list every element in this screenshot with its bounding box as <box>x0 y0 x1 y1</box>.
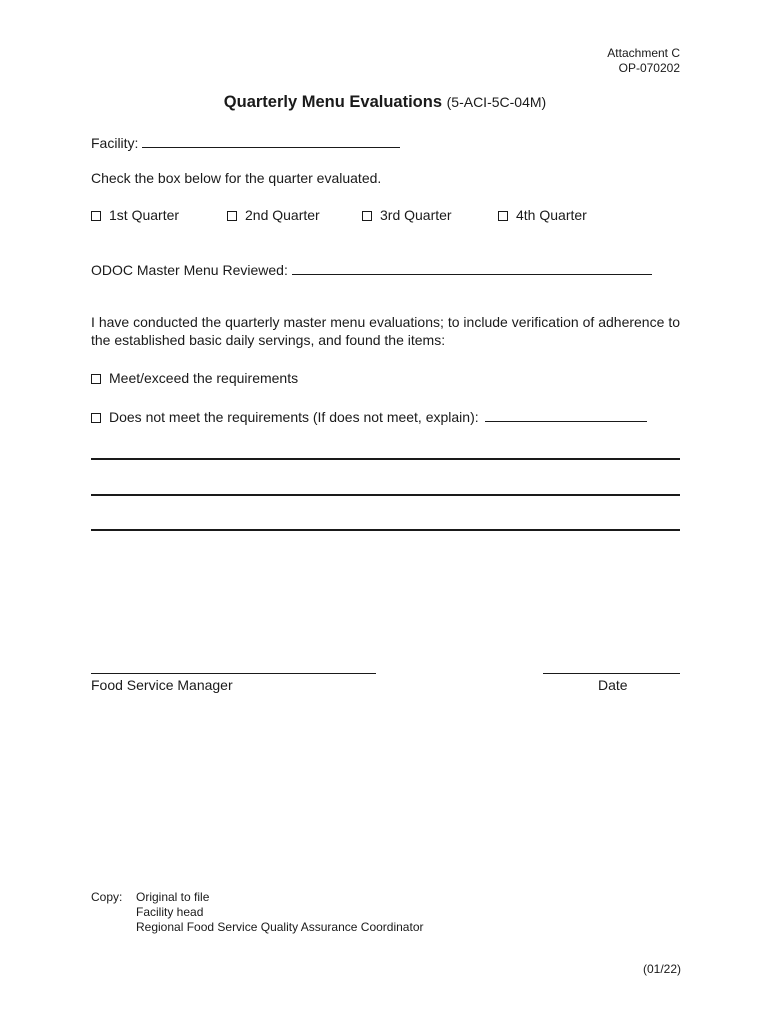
manager-signature-line[interactable] <box>91 673 376 674</box>
statement-paragraph: I have conducted the quarterly master menu evaluations; to include verification of adherence to the established basic daily servings, and found the items: <box>91 314 680 348</box>
facility-row <box>91 133 400 152</box>
explanation-line-2[interactable] <box>91 494 680 496</box>
date-label: Date <box>598 677 628 693</box>
option-label: Meet/exceed the requirements <box>109 370 299 386</box>
checkbox-icon[interactable] <box>91 413 101 423</box>
title-main: Quarterly Menu Evaluations <box>223 93 443 111</box>
explanation-line-1[interactable] <box>91 458 680 460</box>
facility-field[interactable] <box>142 133 400 148</box>
document-code: OP-070202 <box>618 61 680 75</box>
quarter-option-2[interactable] <box>227 206 320 224</box>
quarter-label: 1st Quarter <box>109 207 180 223</box>
instructions-text: Check the box below for the quarter evaluated. <box>91 170 382 186</box>
copy-recipient: Regional Food Service Quality Assurance Coordinator <box>136 920 424 934</box>
revision-date: (01/22) <box>642 962 681 976</box>
checkbox-icon[interactable] <box>91 374 101 384</box>
quarter-label: 4th Quarter <box>516 207 587 223</box>
attachment-header <box>607 46 680 76</box>
master-menu-row <box>91 260 652 279</box>
facility-label: Facility: <box>91 135 139 151</box>
title-code: (5-ACI-5C-04M) <box>446 94 547 110</box>
date-signature-line[interactable] <box>543 673 680 674</box>
checkbox-icon[interactable] <box>91 211 101 221</box>
quarter-option-4[interactable] <box>498 206 587 224</box>
not-meet-requirements-option[interactable] <box>91 407 647 426</box>
checkbox-icon[interactable] <box>498 211 508 221</box>
copy-recipient-list <box>136 890 423 935</box>
attachment-label: Attachment C <box>607 46 680 60</box>
checkbox-icon[interactable] <box>227 211 237 221</box>
quarter-option-3[interactable] <box>362 206 452 224</box>
explanation-line-3[interactable] <box>91 529 680 531</box>
master-menu-field[interactable] <box>292 260 652 275</box>
copy-recipient: Facility head <box>136 905 204 919</box>
checkbox-icon[interactable] <box>362 211 372 221</box>
option-label: Does not meet the requirements (If does not meet, explain): <box>109 409 479 425</box>
page-title <box>0 93 770 112</box>
quarter-label: 2nd Quarter <box>245 207 320 223</box>
master-menu-label: ODOC Master Menu Reviewed: <box>91 262 288 278</box>
quarter-label: 3rd Quarter <box>380 207 452 223</box>
copy-recipient: Original to file <box>136 890 210 904</box>
explanation-field-inline[interactable] <box>485 407 647 422</box>
meet-requirements-option[interactable] <box>91 369 298 387</box>
quarter-option-1[interactable] <box>91 206 179 224</box>
copy-label: Copy: <box>91 890 123 904</box>
manager-signature-label: Food Service Manager <box>91 677 233 693</box>
